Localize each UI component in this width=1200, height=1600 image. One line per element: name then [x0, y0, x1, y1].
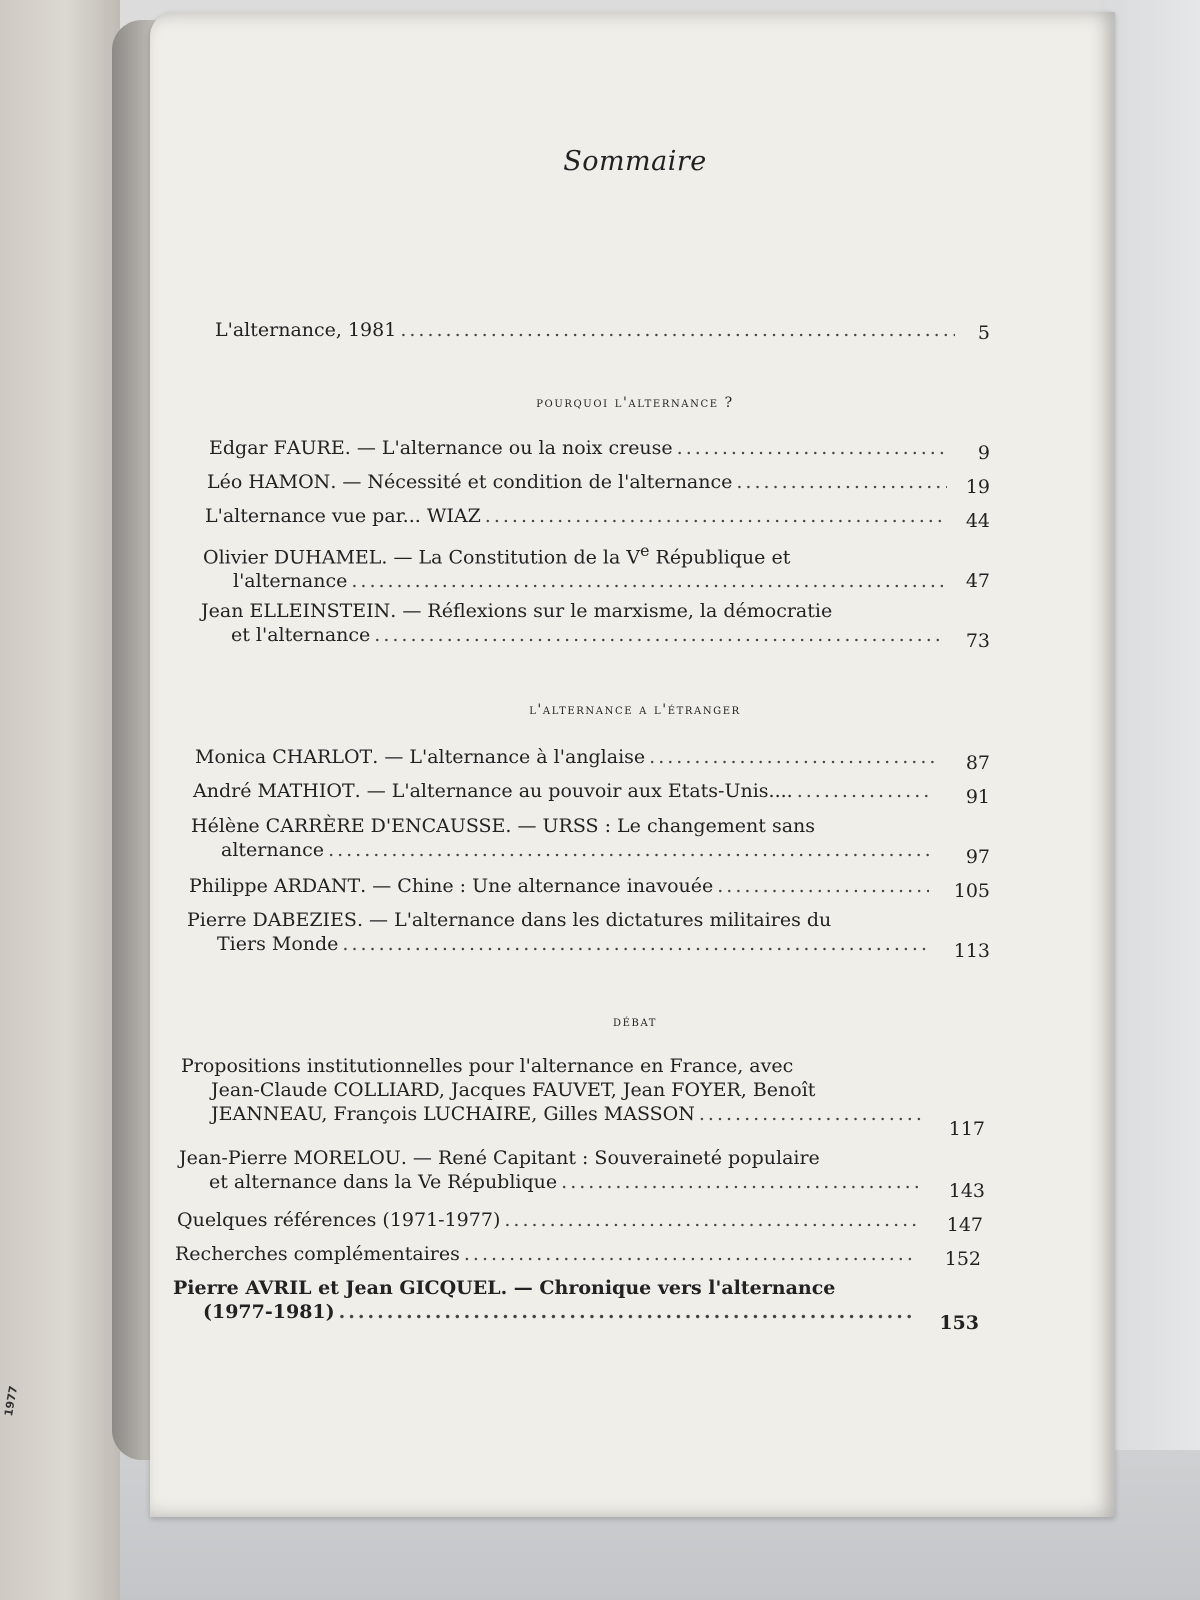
toc-entry: Léo HAMON. — Nécessité et condition de l'alternance ..... — [207, 470, 947, 494]
entry-page-number: 147 — [946, 1214, 983, 1236]
leader-dots — [351, 569, 943, 593]
leader-dots — [699, 1102, 921, 1126]
entry-page-number: 117 — [948, 1118, 985, 1140]
toc-entry: Recherches complémentaires ..... — [175, 1242, 915, 1266]
toc-entry: Hélène CARRÈRE D'ENCAUSSE. — URSS : Le changement sans alternance ..... — [191, 814, 931, 862]
entry-text: L'alternance, 1981 — [215, 319, 397, 341]
entry-page-number: 91 — [965, 786, 990, 808]
leader-dots — [339, 1300, 913, 1324]
toc-entry: Quelques références (1971-1977) ..... — [177, 1208, 917, 1232]
entry-page-number: 47 — [965, 570, 990, 592]
toc-entry: Edgar FAURE. — L'alternance ou la noix creuse ..... — [209, 436, 949, 460]
entry-page-number: 19 — [965, 476, 990, 498]
leader-dots — [797, 779, 933, 803]
entry-page-number: 73 — [965, 630, 990, 652]
book-page — [150, 12, 1115, 1517]
leader-dots — [504, 1208, 917, 1232]
toc-entry: Propositions institutionnelles pour l'alternance en France, avec Jean-Claude COLLIARD, Jacques FAUVET, Jean FOYER, Benoît JEANNEAU, François LUCHAIRE, Gilles MASSON ..... — [181, 1054, 921, 1126]
toc-entry: Olivier DUHAMEL. — La Constitution de la Ve République et l'alternance ..... — [203, 539, 943, 593]
leader-dots — [677, 436, 949, 460]
entry-page-number: 97 — [965, 846, 990, 868]
toc-entry: Jean-Pierre MORELOU. — René Capitant : Souveraineté populaire et alternance dans la Ve République ..... — [179, 1146, 919, 1194]
entry-page-number: 153 — [939, 1312, 979, 1334]
section-heading: pourquoi l'alternance ? — [536, 395, 734, 411]
entry-page-number: 9 — [977, 442, 990, 464]
entry-page-number: 113 — [953, 940, 990, 962]
leader-dots — [717, 874, 929, 898]
toc-entry: Pierre DABEZIES. — L'alternance dans les dictatures militaires du Tiers Monde ..... — [187, 908, 927, 956]
toc-entry: Monica CHARLOT. — L'alternance à l'anglaise ..... — [195, 745, 935, 769]
entry-page-number: 143 — [948, 1180, 985, 1202]
toc-entry: Jean ELLEINSTEIN. — Réflexions sur le marxisme, la démocratie et l'alternance ..... — [201, 599, 941, 647]
entry-page-number: 44 — [965, 510, 990, 532]
toc-entry: L'alternance vue par... WIAZ ..... — [205, 504, 945, 528]
entry-page-number: 152 — [944, 1248, 981, 1270]
leader-dots — [328, 838, 931, 862]
leader-dots — [342, 932, 927, 956]
toc-entry: Philippe ARDANT. — Chine : Une alternance inavouée ..... — [189, 874, 929, 898]
spine-text: 1977 — [2, 1384, 21, 1418]
toc-entry: Pierre AVRIL et Jean GICQUEL. — Chronique vers l'alternance (1977-1981) ..... — [173, 1276, 913, 1324]
leader-dots — [374, 623, 941, 647]
leader-dots — [400, 318, 955, 342]
leader-dots — [464, 1242, 915, 1266]
toc-entry: André MATHIOT. — L'alternance au pouvoir aux Etats-Unis.... ..... — [193, 779, 933, 803]
background-right — [1100, 0, 1200, 1600]
entry-page-number: 5 — [977, 322, 990, 344]
toc-entry-intro — [215, 318, 955, 342]
entry-page-number: 105 — [953, 880, 990, 902]
leader-dots — [736, 470, 947, 494]
section-heading: débat — [612, 1014, 657, 1030]
leader-dots — [561, 1170, 919, 1194]
page-title: Sommaire — [563, 146, 707, 177]
leader-dots — [649, 745, 935, 769]
leader-dots — [485, 504, 945, 528]
book-cover-spine — [0, 0, 120, 1600]
section-heading: l'alternance a l'étranger — [529, 702, 741, 718]
entry-page-number: 87 — [965, 752, 990, 774]
